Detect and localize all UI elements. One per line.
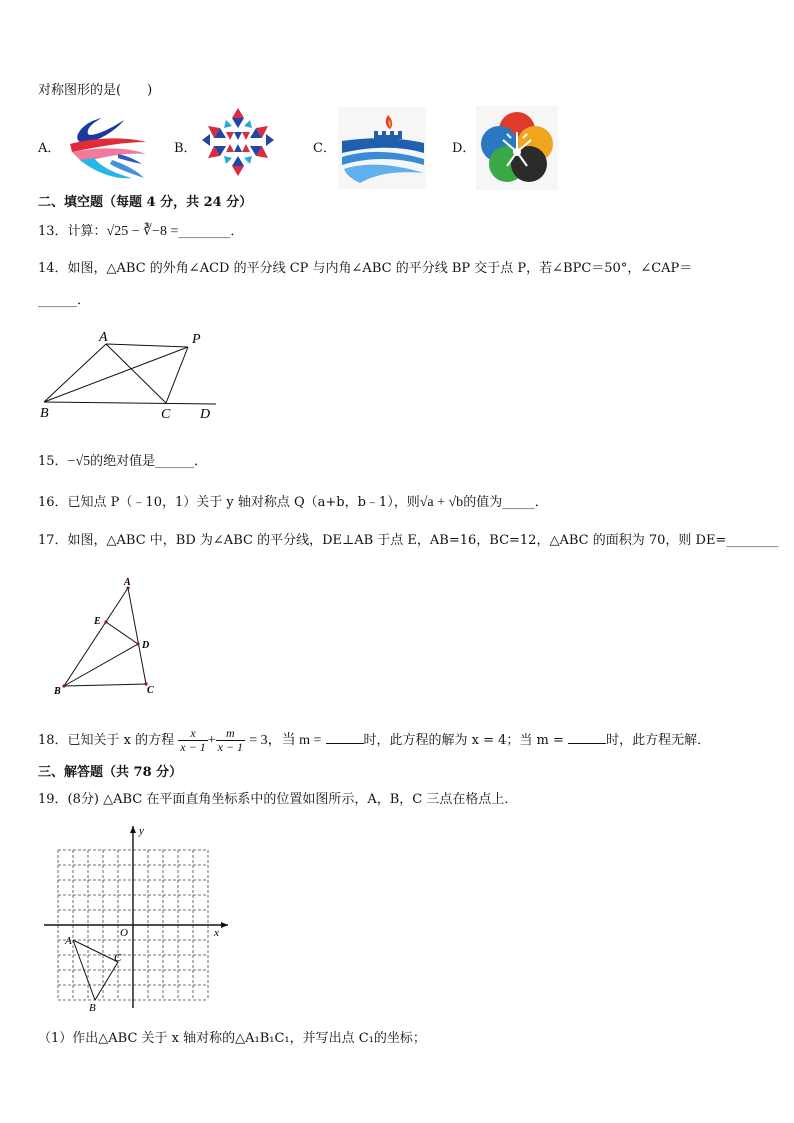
section-3-title: 三、解答题（共 78 分） (38, 765, 183, 780)
q14-triangle-figure (36, 328, 236, 424)
q13-prefix: 13．计算： (38, 224, 107, 239)
q17-label-a: A (124, 577, 131, 588)
q16-expression: √a + √b (419, 495, 464, 510)
q12-stem: 对称图形的是( ) (38, 83, 153, 98)
q17-answer-blank: ________ (726, 533, 779, 548)
q14-end: ． (77, 293, 91, 308)
q17-text: 17．如图，△ABC 中，BD 为∠ABC 的平分线，DE⊥AB 于点 E，AB=16，BC=12，△ABC 的面积为 70，则 DE= (38, 533, 727, 548)
q14-label-b: B (40, 406, 49, 421)
option-a-label: A． (38, 141, 61, 156)
q13-expression: √25 − ∛−8 = (106, 224, 179, 239)
q19-text: 19．(8分) △ABC 在平面直角坐标系中的位置如图所示，A，B，C 三点在格点上． (38, 792, 518, 807)
q18-answer-blank-2 (568, 731, 606, 744)
q17-triangle-figure (50, 574, 166, 698)
q16-answer-blank: _____ (502, 495, 535, 510)
q15-suffix: 的绝对值是 (90, 454, 156, 469)
q19-label-origin: O (120, 927, 128, 939)
option-d-label: D． (452, 141, 476, 156)
q14-label-a: A (99, 330, 108, 345)
q19-label-b: B (89, 1002, 96, 1012)
q14-label-d: D (200, 407, 211, 422)
q16-suffix: 的值为 (463, 495, 503, 510)
q18-answer-blank-1 (326, 731, 364, 744)
q18-frac1-denominator: x − 1 (180, 740, 206, 754)
q18-equation-rhs: = 3，当 m = (249, 733, 322, 748)
q18-end-text: 时，此方程无解． (606, 733, 711, 748)
q17-label-b: B (54, 686, 61, 697)
q18-frac1-numerator: x (178, 727, 207, 741)
q17-line (38, 533, 778, 549)
q15-expression: −√5 (67, 454, 91, 469)
q19-label-y: y (139, 825, 144, 837)
q18-middle-text: 时，此方程的解为 x = 4；当 m = (363, 733, 564, 748)
q18-fraction-2 (216, 727, 245, 754)
q17-label-d: D (142, 640, 150, 651)
option-b-snowflake-emblem (200, 106, 276, 178)
q18-plus: + (207, 733, 216, 748)
q13-line (38, 224, 243, 240)
q15-answer-blank: ______ (155, 454, 195, 469)
option-b-label: B． (174, 141, 197, 156)
q18-fraction-1 (178, 727, 207, 754)
q19-coordinate-grid (40, 820, 240, 1012)
q19-label-x: x (214, 927, 219, 939)
option-d-flower-emblem (476, 106, 558, 190)
q15-end: ． (194, 454, 208, 469)
q16-line (38, 495, 548, 511)
option-c-label: C． (313, 141, 336, 156)
q13-answer-blank: ________ (178, 224, 231, 239)
q17-label-c: C (147, 685, 154, 696)
q18-frac2-numerator: m (216, 727, 245, 741)
q17-label-e: E (94, 616, 101, 627)
q13-end: ． (230, 224, 244, 239)
q19-subquestion-1: （1）作出△ABC 关于 x 轴对称的△A₁B₁C₁，并写出点 C₁的坐标； (38, 1031, 426, 1046)
q18-prefix: 18．已知关于 x 的方程 (38, 733, 175, 748)
q18-frac2-denominator: x − 1 (217, 740, 244, 754)
q16-prefix: 16．已知点 P（﹣10，1）关于 y 轴对称点 Q（a+b，b﹣1），则 (38, 495, 420, 510)
q19-label-a: A (65, 935, 72, 947)
q14-label-p: P (192, 332, 201, 347)
q16-end: ． (534, 495, 548, 510)
q18-line (38, 726, 710, 756)
q15-prefix: 15． (38, 454, 68, 469)
q14-label-c: C (161, 407, 171, 422)
q19-label-c: C (114, 952, 122, 964)
q14-line2 (38, 293, 90, 309)
section-2-title: 二、填空题（每题 4 分，共 24 分） (38, 195, 253, 210)
option-c-great-wall-emblem (338, 107, 426, 189)
option-a-emblem-image (62, 108, 150, 188)
q14-line1: 14．如图，△ABC 的外角∠ACD 的平分线 CP 与内角∠ABC 的平分线 BP 交于点 P，若∠BPC＝50°，∠CAP＝ (38, 261, 693, 276)
q15-line (38, 454, 207, 470)
q14-answer-blank: ______ (38, 293, 77, 308)
